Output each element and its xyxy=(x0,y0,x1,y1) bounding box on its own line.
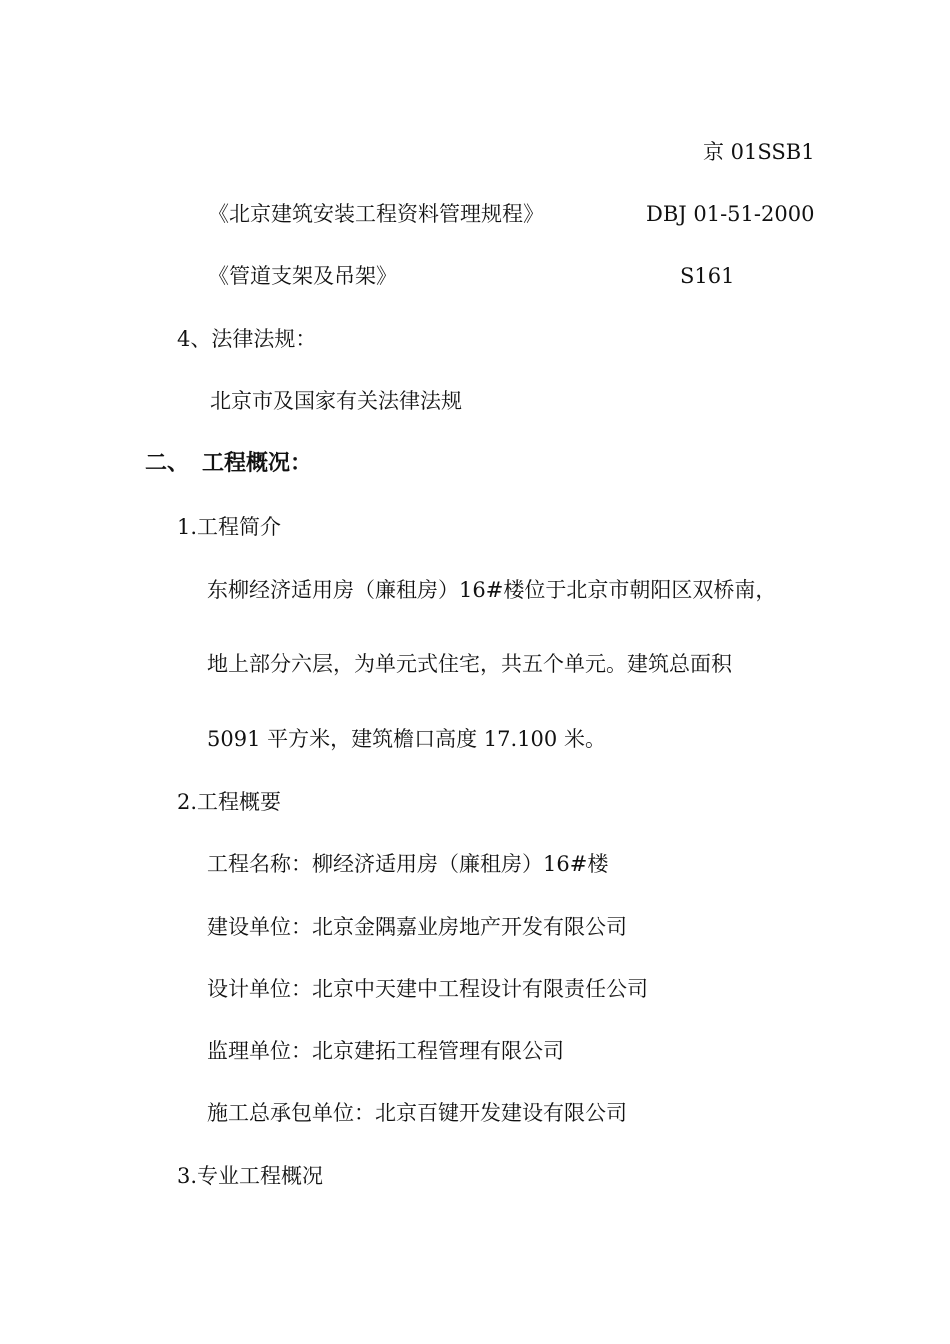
overview-item: 设计单位：北京中天建中工程设计有限责任公司 xyxy=(207,977,648,1001)
section-title: 工程概况： xyxy=(202,451,313,476)
overview-heading: 2.工程概要 xyxy=(177,790,282,814)
specialty-heading: 3.专业工程概况 xyxy=(177,1164,324,1188)
overview-item: 工程名称：柳经济适用房（廉租房）16#楼 xyxy=(207,852,609,876)
laws-heading: 4、法律法规： xyxy=(177,327,317,351)
intro-heading: 1.工程简介 xyxy=(177,515,282,539)
reference-title: 《管道支架及吊架》 xyxy=(208,264,397,288)
overview-item: 建设单位：北京金隅嘉业房地产开发有限公司 xyxy=(207,915,627,939)
laws-text: 北京市及国家有关法律法规 xyxy=(210,389,462,413)
reference-title: 《北京建筑安装工程资料管理规程》 xyxy=(208,202,544,226)
reference-code: 京 01SSB1 xyxy=(703,140,815,164)
reference-code: DBJ 01-51-2000 xyxy=(646,202,815,226)
intro-paragraph-line: 5091 平方米，建筑檐口高度 17.100 米。 xyxy=(207,727,606,751)
overview-item: 监理单位：北京建拓工程管理有限公司 xyxy=(207,1039,564,1063)
intro-paragraph-line: 地上部分六层，为单元式住宅，共五个单元。建筑总面积 xyxy=(207,652,732,676)
intro-paragraph-line: 东柳经济适用房（廉租房）16#楼位于北京市朝阳区双桥南， xyxy=(207,578,777,602)
reference-code: S161 xyxy=(680,264,735,288)
section-number: 二、 xyxy=(145,451,190,476)
overview-item: 施工总承包单位：北京百键开发建设有限公司 xyxy=(207,1101,627,1125)
